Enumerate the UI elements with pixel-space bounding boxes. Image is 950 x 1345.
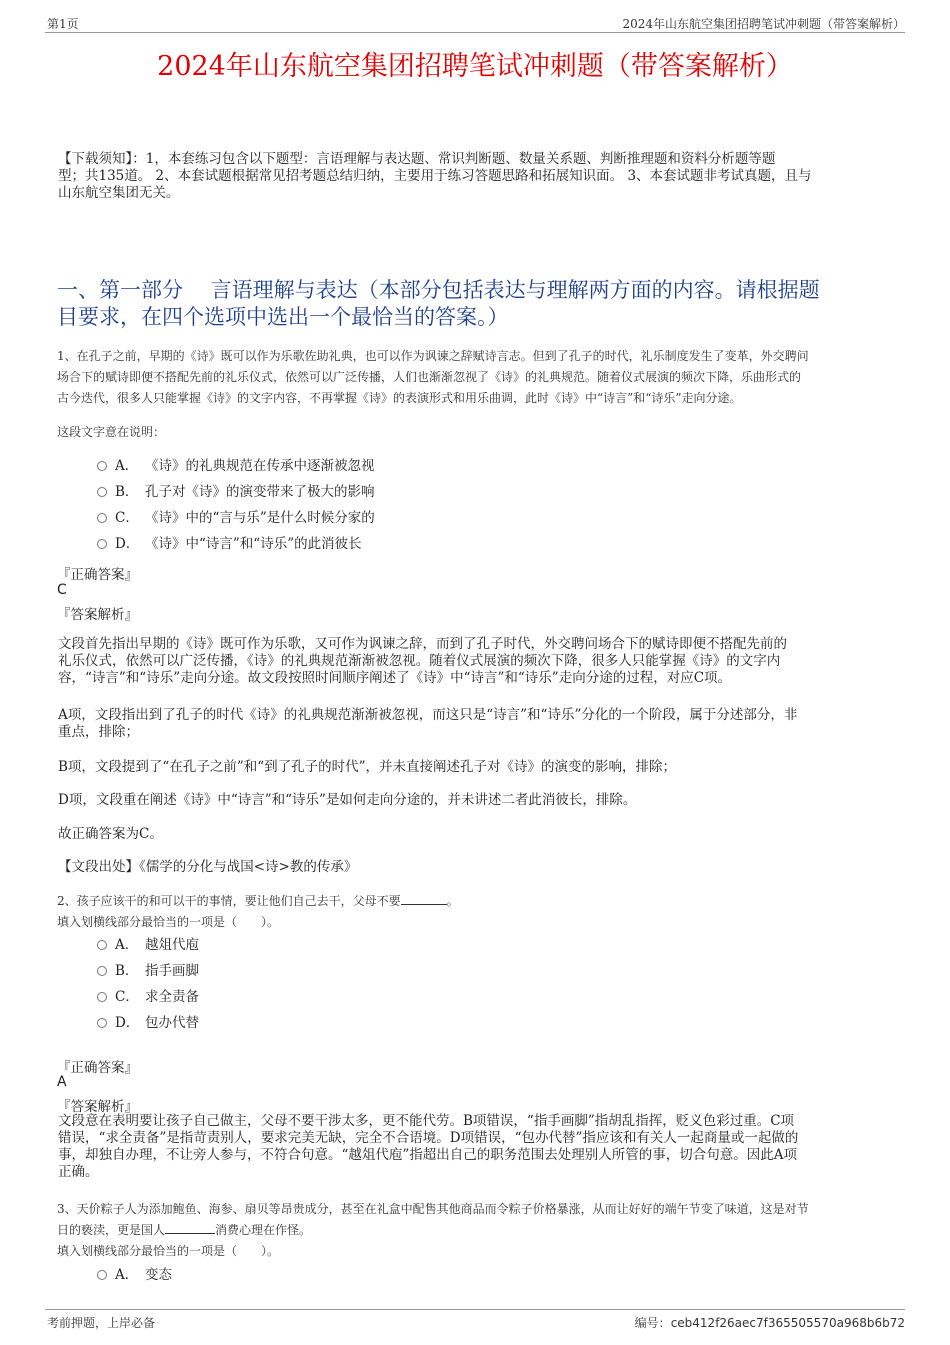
q1-option-d[interactable]	[97, 535, 362, 553]
notice-line: 【下载须知】：1，本套练习包含以下题型：言语理解与表达题、常识判断题、数量关系题、判断推理题和资料分析题等题	[58, 151, 776, 167]
radio-icon[interactable]	[97, 992, 107, 1002]
q3-stem-line: 3、天价粽子人为添加鲍鱼、海参、扇贝等昂贵成分，甚至在礼盒中配售其他商品而令粽子价格暴涨，从而让好好的端午节变了味道，这是对节	[57, 1202, 809, 1216]
q3-option-a[interactable]	[97, 1266, 172, 1284]
q3-stem-line	[57, 1220, 927, 1241]
q1-analysis-d: D项，文段重在阐述《诗》中“诗言”和“诗乐”是如何走向分途的，并未讲述二者此消彼长，排除。	[58, 792, 637, 808]
download-notice	[58, 151, 908, 202]
analysis-line: 文段意在表明要让孩子自己做主，父母不要干涉太多，更不能代劳。B项错误，“指手画脚”指胡乱指挥，贬义色彩过重。C项	[58, 1113, 795, 1129]
option-text: 越俎代庖	[145, 937, 199, 953]
option-letter: C．	[115, 989, 139, 1005]
analysis-line: 正确。	[58, 1164, 99, 1180]
option-letter: C．	[115, 510, 139, 526]
footer-code-label: 编号：	[634, 1316, 671, 1330]
q1-stem-line: 古今迭代，很多人只能掌握《诗》的文字内容，不再掌握《诗》的表演形式和用乐曲调，此时《诗》中“诗言”和“诗乐”走向分途。	[57, 391, 742, 405]
fill-blank	[165, 1221, 215, 1234]
option-text: 《诗》的礼典规范在传承中逐渐被忽视	[145, 458, 375, 474]
footer-divider	[45, 1309, 905, 1310]
q3-prompt: 填入划横线部分最恰当的一项是（ ）。	[57, 1244, 280, 1258]
q2-option-c[interactable]	[97, 988, 199, 1006]
running-header-title: 2024年山东航空集团招聘笔试冲刺题（带答案解析）	[622, 17, 905, 31]
q1-option-c[interactable]	[97, 509, 375, 527]
analysis-line: 错误，“求全责备”是指苛责别人，要求完美无缺，完全不合语境。D项错误，“包办代替”指应该和有关人一起商量或一起做的	[58, 1130, 799, 1146]
radio-icon[interactable]	[97, 940, 107, 950]
option-letter: A．	[115, 1267, 139, 1283]
option-text: 《诗》中的“言与乐”是什么时候分家的	[145, 510, 375, 526]
footer-slogan: 考前押题，上岸必备	[47, 1316, 156, 1330]
q1-stem-line: 场合下的赋诗即便不搭配先前的礼乐仪式，依然可以广泛传播，人们也渐渐忽视了《诗》的礼典规范。随着仪式展演的频次下降，乐曲形式的	[57, 370, 802, 384]
analysis-line: 重点，排除；	[58, 724, 139, 740]
radio-icon[interactable]	[97, 1018, 107, 1028]
q1-option-b[interactable]	[97, 483, 375, 501]
analysis-line: 礼乐仪式，依然可以广泛传播，《诗》的礼典规范渐渐被忽视。随着仪式展演的频次下降，很多人只能掌握《诗》的文字内	[58, 653, 781, 669]
q3-stem	[57, 1199, 927, 1241]
q1-stem-line: 1、在孔子之前，早期的《诗》既可以作为乐歌佐助礼典，也可以作为讽谏之辞赋诗言志。但到了孔子的时代，礼乐制度发生了变革，外交聘问	[57, 349, 809, 363]
q1-option-a[interactable]	[97, 457, 375, 475]
q1-answer: C	[57, 582, 67, 598]
radio-icon[interactable]	[97, 539, 107, 549]
q1-answer-label: 『正确答案』	[57, 567, 138, 583]
radio-icon[interactable]	[97, 1270, 107, 1280]
q1-conclusion: 故正确答案为C。	[58, 826, 163, 842]
option-text: 孔子对《诗》的演变带来了极大的影响	[145, 484, 375, 500]
q2-option-d[interactable]	[97, 1014, 199, 1032]
page-number: 第1页	[47, 17, 79, 31]
option-text: 《诗》中“诗言”和“诗乐”的此消彼长	[145, 536, 362, 552]
q2-analysis-label: 『答案解析』	[57, 1099, 138, 1115]
header-divider	[45, 32, 905, 33]
notice-line: 山东航空集团无关。	[58, 185, 180, 201]
option-letter: A．	[115, 937, 139, 953]
footer-code-value: ceb412f26aec7f365505570a968b6b72	[670, 1316, 905, 1330]
radio-icon[interactable]	[97, 966, 107, 976]
option-letter: D．	[115, 536, 140, 552]
option-text: 变态	[145, 1267, 172, 1283]
analysis-line: 事，却独自办理，不让旁人参与，不符合句意。“越俎代庖”指超出自己的职务范围去处理别人所管的事，切合句意。因此A项	[58, 1147, 798, 1163]
radio-icon[interactable]	[97, 513, 107, 523]
q1-analysis-b: B项，文段提到了“在孔子之前”和“到了孔子的时代”，并未直接阐述孔子对《诗》的演变的影响，排除；	[58, 759, 677, 775]
option-text: 指手画脚	[145, 963, 199, 979]
q3-stem-text: 日的亵渎，更是国人	[57, 1223, 166, 1237]
analysis-line: 容，“诗言”和“诗乐”走向分途。故文段按照时间顺序阐述了《诗》中“诗言”和“诗乐”走向分途的过程，对应C项。	[58, 670, 732, 686]
q2-analysis	[58, 1113, 908, 1181]
section-heading-line: 目要求，在四个选项中选出一个最恰当的答案。）	[57, 305, 509, 329]
q1-prompt: 这段文字意在说明：	[57, 425, 166, 439]
section-heading	[57, 277, 927, 331]
document-title: 2024年山东航空集团招聘笔试冲刺题（带答案解析）	[157, 51, 793, 82]
analysis-line: A项，文段指出到了孔子的时代《诗》的礼典规范渐渐被忽视，而这只是“诗言”和“诗乐”分化的一个阶段，属于分述部分，非	[58, 707, 798, 723]
q1-analysis	[58, 636, 908, 687]
analysis-line: 文段首先指出早期的《诗》既可作为乐歌，又可作为讽谏之辞，而到了孔子时代，外交聘问场合下的赋诗即便不搭配先前的	[58, 636, 787, 652]
footer-code	[635, 1314, 905, 1331]
option-text: 包办代替	[145, 1015, 199, 1031]
q2-stem-end: 。	[446, 894, 459, 908]
option-letter: A．	[115, 458, 139, 474]
radio-icon[interactable]	[97, 487, 107, 497]
q1-stem	[57, 346, 927, 409]
fill-blank	[401, 892, 447, 905]
option-letter: B．	[115, 484, 139, 500]
q2-answer-label: 『正确答案』	[57, 1060, 138, 1076]
option-text: 求全责备	[145, 989, 199, 1005]
notice-line: 型；共135道。 2、本套试题根据常见招考题总结归纳，主要用于练习答题思路和拓展知识面。 3、本套试题非考试真题，且与	[58, 168, 812, 184]
q2-answer: A	[57, 1074, 67, 1090]
q2-option-a[interactable]	[97, 936, 199, 954]
q1-analysis-label: 『答案解析』	[57, 607, 138, 623]
option-letter: D．	[115, 1015, 140, 1031]
q2-prompt: 填入划横线部分最恰当的一项是（ ）。	[57, 915, 280, 929]
q1-source: 【文段出处】《儒学的分化与战国<诗>教的传承》	[58, 859, 358, 875]
q2-option-b[interactable]	[97, 962, 199, 980]
q1-analysis-a	[58, 707, 908, 741]
option-letter: B．	[115, 963, 139, 979]
section-heading-line: 一、第一部分 言语理解与表达（本部分包括表达与理解两方面的内容。请根据题	[57, 278, 820, 302]
q3-stem-end: 消费心理在作怪。	[215, 1223, 312, 1237]
q2-stem	[57, 891, 927, 912]
radio-icon[interactable]	[97, 461, 107, 471]
q2-stem-text: 2、孩子应该干的和可以干的事情，要让他们自己去干，父母不要	[57, 894, 401, 908]
